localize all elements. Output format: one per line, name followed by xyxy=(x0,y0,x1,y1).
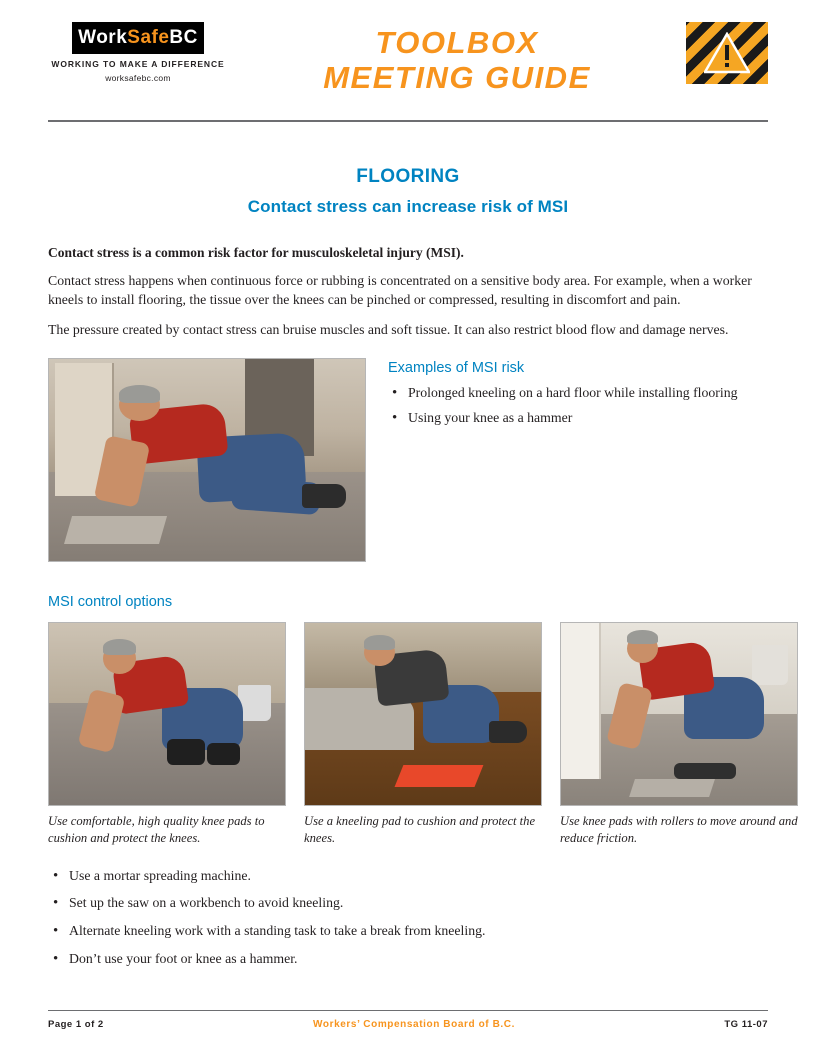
header-divider xyxy=(48,120,768,122)
list-item: • Prolonged kneeling on a hard floor while installing flooring xyxy=(388,384,768,403)
photo-bucket xyxy=(752,645,787,685)
document-code: TG 11-07 xyxy=(724,1019,768,1030)
logo-word-work: Work xyxy=(78,27,128,48)
warning-triangle-icon xyxy=(686,22,768,84)
list-item: • Alternate kneeling work with a standing task to take a break from kneeling. xyxy=(48,922,768,941)
page-header xyxy=(48,0,768,104)
photo-worker-hair xyxy=(627,630,658,645)
lead-paragraph: Contact stress is a common risk factor for musculoskeletal injury (MSI). xyxy=(48,245,464,260)
logo-wordmark xyxy=(72,22,204,54)
page-footer xyxy=(48,1010,768,1030)
list-item: • Using your knee as a hammer xyxy=(388,409,768,428)
controls-list xyxy=(48,867,768,969)
msi-risk-photo xyxy=(48,358,366,562)
page-number: Page 1 of 2 xyxy=(48,1019,104,1030)
organization-name: Workers’ Compensation Board of B.C. xyxy=(313,1019,515,1030)
body-paragraph-2: The pressure created by contact stress can bruise muscles and soft tissue. It can also restrict blood flow and damage nerves. xyxy=(48,321,729,337)
list-item: • Set up the saw on a workbench to avoid kneeling. xyxy=(48,894,768,913)
worksafebc-logo xyxy=(48,22,228,83)
photo-knee-pad-roller xyxy=(674,763,735,779)
list-item: • Don’t use your foot or knee as a hammer. xyxy=(48,950,768,969)
title-line-2: MEETING GUIDE xyxy=(323,59,591,95)
photo-worker-hair xyxy=(103,639,136,655)
photo-caption: Use comfortable, high quality knee pads to cushion and protect the knees. xyxy=(48,813,265,845)
document-title: FLOORING xyxy=(356,166,460,187)
examples-text-column xyxy=(388,358,768,435)
photo-worker-boot xyxy=(489,721,527,743)
list-item: • Use a mortar spreading machine. xyxy=(48,867,768,886)
knee-pads-rollers-photo xyxy=(560,622,798,806)
logo-tagline: WORKING TO MAKE A DIFFERENCE xyxy=(51,59,225,69)
control-photo-cell-1 xyxy=(48,622,286,847)
document-subtitle: Contact stress can increase risk of MSI xyxy=(247,197,569,216)
photo-worker-hair xyxy=(119,385,160,403)
controls-heading: MSI control options xyxy=(48,593,173,610)
photo-floor-tile xyxy=(629,779,715,797)
page-title xyxy=(228,22,686,95)
examples-section xyxy=(48,358,768,562)
logo-url: worksafebc.com xyxy=(105,73,171,83)
photo-floor-tile xyxy=(64,516,167,544)
photo-bucket xyxy=(238,685,271,721)
controls-photo-row xyxy=(48,622,798,847)
logo-word-safe: Safe xyxy=(127,27,170,48)
photo-caption: Use knee pads with rollers to move around and reduce friction. xyxy=(560,813,798,845)
photo-worker-boot xyxy=(302,484,346,508)
photo-wall-panel xyxy=(561,623,601,780)
logo-word-bc: BC xyxy=(169,27,198,48)
examples-list xyxy=(388,384,768,428)
photo-worker-hair xyxy=(364,635,395,650)
control-photo-cell-2 xyxy=(304,622,542,847)
kneeling-pad-photo xyxy=(304,622,542,806)
photo-caption: Use a kneeling pad to cushion and protect the knees. xyxy=(304,813,536,845)
title-line-1: TOOLBOX xyxy=(375,25,539,60)
footer-divider xyxy=(48,1010,768,1011)
body-paragraph-1: Contact stress happens when continuous force or rubbing is concentrated on a sensitive body area. For example, when a worker kneels to install flooring, the tissue over the knees can be pinched or compressed, resulting in discomfort and pain. xyxy=(48,273,752,307)
control-photo-cell-3 xyxy=(560,622,798,847)
photo-kneeling-pad xyxy=(395,765,484,787)
knee-pads-photo xyxy=(48,622,286,806)
photo-knee-pad xyxy=(207,743,240,765)
photo-knee-pad xyxy=(167,739,205,764)
examples-heading: Examples of MSI risk xyxy=(388,359,525,376)
